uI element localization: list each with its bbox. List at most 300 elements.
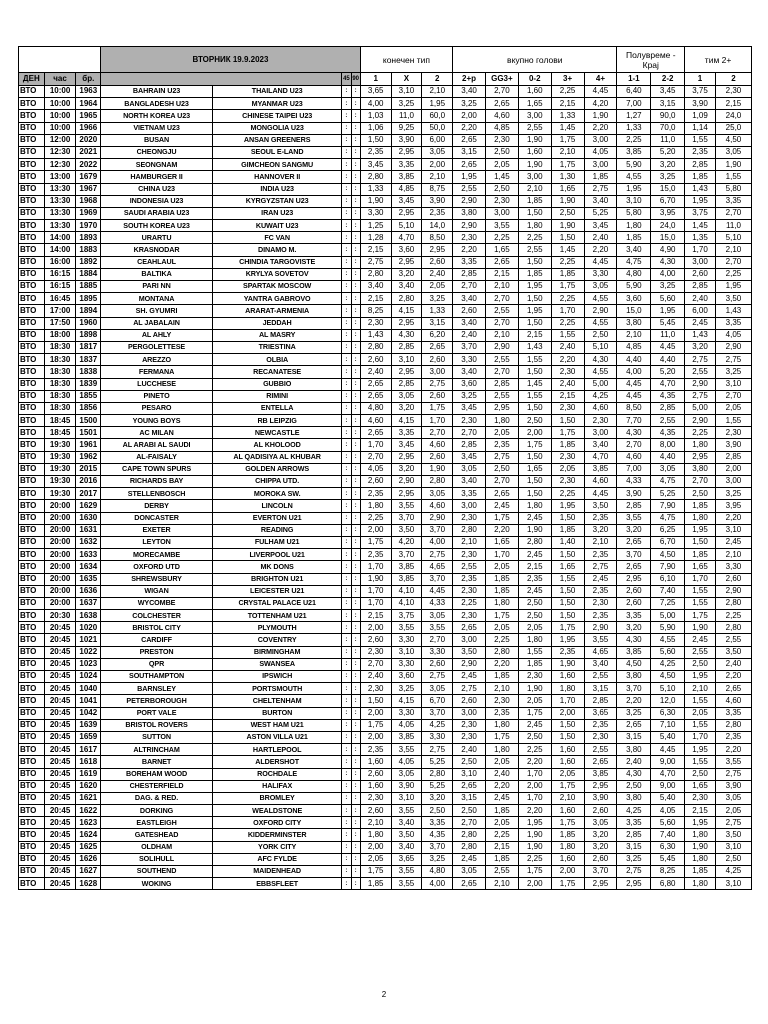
odd-0-2: 1,80 [518, 220, 551, 232]
match-row [19, 744, 752, 756]
odd-x: 3,90 [391, 780, 422, 792]
odd-1-1: 3,20 [617, 622, 651, 634]
match-row [19, 866, 752, 878]
odd-team2-1: 1,80 [685, 853, 716, 865]
away-team: GOLDEN ARROWS [212, 463, 341, 475]
match-row [19, 634, 752, 646]
away-team: MK DONS [212, 561, 341, 573]
odd-4p: 3,55 [584, 634, 617, 646]
odd-2-2: 11,0 [651, 329, 685, 341]
odd-2p: 3,15 [453, 792, 486, 804]
away-team: CRYSTAL PALACE U21 [212, 597, 341, 609]
odd-2: 6,20 [422, 329, 453, 341]
odd-1: 2,80 [360, 341, 391, 353]
home-team: MONTANA [101, 293, 213, 305]
fulltime-mark: : [351, 427, 360, 439]
away-team: LIVERPOOL U21 [212, 549, 341, 561]
odd-4p: 2,35 [584, 610, 617, 622]
odd-0-2: 2,55 [518, 122, 551, 134]
odd-gg3: 2,80 [485, 646, 518, 658]
col-3p: 3+ [551, 73, 584, 86]
day: ВТО [19, 878, 45, 890]
odd-0-2: 1,90 [518, 524, 551, 536]
odd-2p: 2,50 [453, 756, 486, 768]
odd-2-2: 4,35 [651, 427, 685, 439]
halftime-mark: : [342, 366, 351, 378]
fulltime-mark: : [351, 244, 360, 256]
odd-0-2: 3,00 [518, 171, 551, 183]
time: 16:00 [44, 256, 76, 268]
odd-2p: 2,65 [453, 878, 486, 890]
odd-3p: 1,75 [551, 878, 584, 890]
odd-3p: 1,90 [551, 195, 584, 207]
odd-3p: 1,70 [551, 305, 584, 317]
match-row [19, 122, 752, 134]
day: ВТО [19, 390, 45, 402]
odd-x: 2,80 [391, 293, 422, 305]
halftime-mark: : [342, 829, 351, 841]
away-team: TOTTENHAM U21 [212, 610, 341, 622]
odd-team2-1: 1,95 [685, 195, 716, 207]
time: 20:00 [44, 536, 76, 548]
time: 10:00 [44, 98, 76, 110]
odd-3p: 1,60 [551, 744, 584, 756]
odd-x: 3,50 [391, 829, 422, 841]
odd-2p: 3,50 [453, 646, 486, 658]
odd-2: 2,50 [422, 805, 453, 817]
odd-0-2: 1,50 [518, 256, 551, 268]
fulltime-mark: : [351, 829, 360, 841]
odd-2-2: 2,55 [651, 415, 685, 427]
number: 1894 [76, 305, 101, 317]
away-team: MONGOLIA U23 [212, 122, 341, 134]
odd-4p: 2,30 [584, 597, 617, 609]
col-teams [101, 73, 342, 86]
fulltime-mark: : [351, 122, 360, 134]
match-row [19, 220, 752, 232]
day: ВТО [19, 536, 45, 548]
odd-x: 4,05 [391, 756, 422, 768]
time: 18:30 [44, 402, 76, 414]
fulltime-mark: : [351, 853, 360, 865]
odd-3p: 1,85 [551, 524, 584, 536]
odd-1: 1,28 [360, 232, 391, 244]
odd-2p: 3,70 [453, 341, 486, 353]
away-team: SWANSEA [212, 658, 341, 670]
odd-2p: 2,35 [453, 573, 486, 585]
odd-gg3: 3,00 [485, 207, 518, 219]
halftime-mark: : [342, 427, 351, 439]
match-row [19, 256, 752, 268]
odd-team2-2: 3,05 [715, 146, 751, 158]
odd-4p: 4,45 [584, 256, 617, 268]
odd-team2-2: 3,95 [715, 500, 751, 512]
fulltime-mark: : [351, 195, 360, 207]
odd-1: 2,80 [360, 171, 391, 183]
odd-4p: 4,45 [584, 488, 617, 500]
odd-1: 2,00 [360, 731, 391, 743]
odd-1-1: 2,65 [617, 561, 651, 573]
odd-0-2: 1,45 [518, 378, 551, 390]
odd-team2-1: 1,14 [685, 122, 716, 134]
fulltime-mark: : [351, 305, 360, 317]
away-team: MAIDENHEAD [212, 866, 341, 878]
odd-1: 2,00 [360, 707, 391, 719]
odd-2p: 2,65 [453, 622, 486, 634]
odd-2p: 2,45 [453, 671, 486, 683]
home-team: CHINA U23 [101, 183, 213, 195]
odd-team2-2: 2,60 [715, 573, 751, 585]
odd-1-1: 5,80 [617, 207, 651, 219]
number: 1022 [76, 646, 101, 658]
home-team: AREZZO [101, 354, 213, 366]
odd-x: 3,30 [391, 658, 422, 670]
day: ВТО [19, 220, 45, 232]
odd-3p: 1,75 [551, 159, 584, 171]
odd-2: 2,65 [422, 341, 453, 353]
odd-4p: 2,95 [584, 878, 617, 890]
odd-2: 3,00 [422, 366, 453, 378]
odd-3p: 2,40 [551, 378, 584, 390]
odd-1-1: 3,80 [617, 744, 651, 756]
odd-2: 2,05 [422, 281, 453, 293]
odd-team2-2: 2,75 [715, 354, 751, 366]
odd-2p: 2,40 [453, 744, 486, 756]
odd-team2-2: 2,15 [715, 98, 751, 110]
odd-team2-2: 3,50 [715, 293, 751, 305]
number: 1617 [76, 744, 101, 756]
odd-gg3: 2,05 [485, 561, 518, 573]
odds-sheet [18, 46, 752, 890]
odd-3p: 2,30 [551, 451, 584, 463]
odd-team2-1: 1,55 [685, 695, 716, 707]
col-day: ДЕН [19, 73, 45, 86]
odd-2p: 1,95 [453, 171, 486, 183]
home-team: DORKING [101, 805, 213, 817]
halftime-mark: : [342, 683, 351, 695]
away-team: AFC FYLDE [212, 853, 341, 865]
odd-0-2: 2,50 [518, 597, 551, 609]
match-row [19, 451, 752, 463]
odd-x: 3,40 [391, 841, 422, 853]
odd-3p: 1,75 [551, 134, 584, 146]
odd-team2-1: 3,75 [685, 86, 716, 98]
time: 20:45 [44, 671, 76, 683]
away-team: MYANMAR U23 [212, 98, 341, 110]
odd-0-2: 2,50 [518, 731, 551, 743]
halftime-mark: : [342, 841, 351, 853]
odd-3p: 1,95 [551, 500, 584, 512]
odd-2: 2,80 [422, 768, 453, 780]
match-row [19, 671, 752, 683]
day: ВТО [19, 597, 45, 609]
odd-4p: 2,20 [584, 122, 617, 134]
odd-2: 6,00 [422, 134, 453, 146]
home-team: STELLENBOSCH [101, 488, 213, 500]
odd-0-2: 2,25 [518, 853, 551, 865]
odd-0-2: 2,50 [518, 415, 551, 427]
odd-3p: 1,75 [551, 281, 584, 293]
odd-2-2: 7,10 [651, 719, 685, 731]
odd-2-2: 8,25 [651, 866, 685, 878]
match-row [19, 622, 752, 634]
odd-team2-1: 1,85 [685, 500, 716, 512]
odd-0-2: 1,80 [518, 500, 551, 512]
home-team: EASTLEIGH [101, 817, 213, 829]
odd-2p: 2,80 [453, 841, 486, 853]
day: ВТО [19, 110, 45, 122]
odd-1-1: 4,60 [617, 451, 651, 463]
odd-gg3: 2,20 [485, 658, 518, 670]
time: 20:45 [44, 658, 76, 670]
time: 20:45 [44, 768, 76, 780]
odd-x: 3,70 [391, 512, 422, 524]
home-team: FERMANA [101, 366, 213, 378]
number: 1837 [76, 354, 101, 366]
odd-team2-1: 1,85 [685, 549, 716, 561]
time: 18:45 [44, 415, 76, 427]
odd-1: 2,60 [360, 354, 391, 366]
day: ВТО [19, 744, 45, 756]
time: 13:30 [44, 220, 76, 232]
odd-1-1: 3,70 [617, 683, 651, 695]
fulltime-mark: : [351, 707, 360, 719]
day: ВТО [19, 86, 45, 98]
halftime-mark: : [342, 341, 351, 353]
time: 20:45 [44, 622, 76, 634]
odd-4p: 3,40 [584, 658, 617, 670]
odd-0-2: 2,30 [518, 671, 551, 683]
away-team: BROMLEY [212, 792, 341, 804]
odd-team2-2: 2,80 [715, 719, 751, 731]
fulltime-mark: : [351, 634, 360, 646]
odd-2p: 3,60 [453, 378, 486, 390]
odd-1: 1,25 [360, 220, 391, 232]
odd-2p: 2,30 [453, 512, 486, 524]
odd-2-2: 4,45 [651, 744, 685, 756]
odd-team2-1: 1,95 [685, 524, 716, 536]
odd-gg3: 2,85 [485, 378, 518, 390]
home-team: BANGLADESH U23 [101, 98, 213, 110]
time: 12:30 [44, 146, 76, 158]
day: ВТО [19, 451, 45, 463]
odd-2: 2,40 [422, 268, 453, 280]
away-team: BIRMINGHAM [212, 646, 341, 658]
number: 1021 [76, 634, 101, 646]
odd-4p: 3,05 [584, 281, 617, 293]
halftime-mark: : [342, 792, 351, 804]
halftime-mark: : [342, 390, 351, 402]
match-row [19, 707, 752, 719]
fulltime-mark: : [351, 134, 360, 146]
odd-3p: 1,65 [551, 183, 584, 195]
odd-3p: 2,35 [551, 646, 584, 658]
odd-2-2: 3,95 [651, 207, 685, 219]
odd-4p: 2,65 [584, 756, 617, 768]
col-number: бр. [76, 73, 101, 86]
fulltime-mark: : [351, 402, 360, 414]
fulltime-mark: : [351, 841, 360, 853]
away-team: MOROKA SW. [212, 488, 341, 500]
day: ВТО [19, 122, 45, 134]
odd-4p: 2,75 [584, 561, 617, 573]
fulltime-mark: : [351, 476, 360, 488]
odd-team2-1: 2,70 [685, 476, 716, 488]
odd-team2-2: 1,55 [715, 415, 751, 427]
number: 1623 [76, 817, 101, 829]
match-row [19, 805, 752, 817]
odd-2p: 3,35 [453, 488, 486, 500]
time: 18:30 [44, 378, 76, 390]
odd-1: 2,40 [360, 671, 391, 683]
time: 14:00 [44, 232, 76, 244]
odd-3p: 1,50 [551, 610, 584, 622]
time: 20:45 [44, 683, 76, 695]
odd-team2-1: 2,30 [685, 792, 716, 804]
odd-1-1: 3,80 [617, 317, 651, 329]
odd-gg3: 2,25 [485, 829, 518, 841]
fulltime-mark: : [351, 268, 360, 280]
time: 20:00 [44, 549, 76, 561]
col-2p: 2+p [453, 73, 486, 86]
day: ВТО [19, 415, 45, 427]
halftime-mark: : [342, 512, 351, 524]
odd-team2-2: 5,80 [715, 183, 751, 195]
odd-0-2: 2,50 [518, 610, 551, 622]
odd-0-2: 1,95 [518, 305, 551, 317]
day: ВТО [19, 439, 45, 451]
number: 1898 [76, 329, 101, 341]
odd-1-1: 4,45 [617, 390, 651, 402]
odd-team2-1: 1,80 [685, 829, 716, 841]
odd-3p: 2,15 [551, 98, 584, 110]
odd-1-1: 7,00 [617, 463, 651, 475]
number: 1892 [76, 256, 101, 268]
odd-2-2: 3,05 [651, 463, 685, 475]
away-team: CHELTENHAM [212, 695, 341, 707]
number: 1023 [76, 658, 101, 670]
number: 1855 [76, 390, 101, 402]
odd-4p: 2,55 [584, 744, 617, 756]
day: ВТО [19, 768, 45, 780]
odd-gg3: 1,80 [485, 415, 518, 427]
odd-2: 3,25 [422, 293, 453, 305]
odd-4p: 2,45 [584, 573, 617, 585]
home-team: SAUDI ARABIA U23 [101, 207, 213, 219]
odd-team2-2: 2,25 [715, 268, 751, 280]
odd-x: 3,55 [391, 500, 422, 512]
odd-team2-1: 1,55 [685, 134, 716, 146]
odd-2: 4,25 [422, 719, 453, 731]
home-team: BOREHAM WOOD [101, 768, 213, 780]
odd-team2-2: 3,05 [715, 792, 751, 804]
col-away: 2 [422, 73, 453, 86]
time: 13:30 [44, 195, 76, 207]
away-team: LEICESTER U21 [212, 585, 341, 597]
number: 1893 [76, 232, 101, 244]
odd-2: 4,00 [422, 878, 453, 890]
number: 1968 [76, 195, 101, 207]
day: ВТО [19, 427, 45, 439]
odd-2: 2,60 [422, 354, 453, 366]
odd-1: 3,40 [360, 281, 391, 293]
fulltime-mark: : [351, 341, 360, 353]
odd-x: 3,30 [391, 634, 422, 646]
odd-2-2: 5,45 [651, 317, 685, 329]
odd-2: 3,30 [422, 731, 453, 743]
odd-x: 3,60 [391, 244, 422, 256]
fulltime-mark: : [351, 378, 360, 390]
odd-x: 11,0 [391, 110, 422, 122]
odd-1-1: 1,27 [617, 110, 651, 122]
fulltime-mark: : [351, 805, 360, 817]
odd-1-1: 3,35 [617, 610, 651, 622]
time: 20:00 [44, 597, 76, 609]
odd-2: 2,90 [422, 512, 453, 524]
odd-x: 3,45 [391, 195, 422, 207]
odd-team2-1: 1,70 [685, 731, 716, 743]
odd-team2-1: 1,35 [685, 232, 716, 244]
number: 1627 [76, 866, 101, 878]
away-team: TRIESTINA [212, 341, 341, 353]
odd-0-2: 1,55 [518, 354, 551, 366]
odd-2: 4,35 [422, 829, 453, 841]
time: 18:30 [44, 341, 76, 353]
odds-table [18, 46, 752, 890]
odd-2: 60,0 [422, 110, 453, 122]
odd-x: 2,95 [391, 366, 422, 378]
odd-2: 1,33 [422, 305, 453, 317]
time: 20:45 [44, 756, 76, 768]
odd-3p: 2,50 [551, 207, 584, 219]
odd-2: 4,60 [422, 500, 453, 512]
odd-4p: 3,00 [584, 134, 617, 146]
odd-2: 2,75 [422, 549, 453, 561]
odd-gg3: 1,80 [485, 719, 518, 731]
odd-team2-1: 2,05 [685, 707, 716, 719]
away-team: IPSWICH [212, 671, 341, 683]
match-row [19, 183, 752, 195]
odd-2-2: 5,20 [651, 146, 685, 158]
odd-0-2: 1,75 [518, 439, 551, 451]
home-team: AL JABALAIN [101, 317, 213, 329]
odd-2p: 2,30 [453, 415, 486, 427]
home-team: PESARO [101, 402, 213, 414]
odd-2: 3,05 [422, 146, 453, 158]
odd-3p: 2,00 [551, 707, 584, 719]
odd-x: 3,25 [391, 683, 422, 695]
odd-2p: 3,40 [453, 366, 486, 378]
odd-4p: 2,30 [584, 415, 617, 427]
odd-team2-1: 2,55 [685, 366, 716, 378]
odd-team2-1: 1,75 [685, 610, 716, 622]
away-team: ANSAN GREENERS [212, 134, 341, 146]
odd-3p: 1,75 [551, 780, 584, 792]
day: ВТО [19, 731, 45, 743]
fulltime-mark: : [351, 171, 360, 183]
home-team: BARNET [101, 756, 213, 768]
odd-4p: 3,45 [584, 220, 617, 232]
odd-team2-2: 3,35 [715, 317, 751, 329]
number: 1967 [76, 183, 101, 195]
odd-team2-1: 2,85 [685, 159, 716, 171]
odd-team2-2: 3,10 [715, 524, 751, 536]
halftime-mark: : [342, 524, 351, 536]
odd-team2-1: 3,00 [685, 256, 716, 268]
col-45: 45 [342, 73, 351, 86]
odd-1-1: 1,80 [617, 220, 651, 232]
home-team: DAG. & RED. [101, 792, 213, 804]
